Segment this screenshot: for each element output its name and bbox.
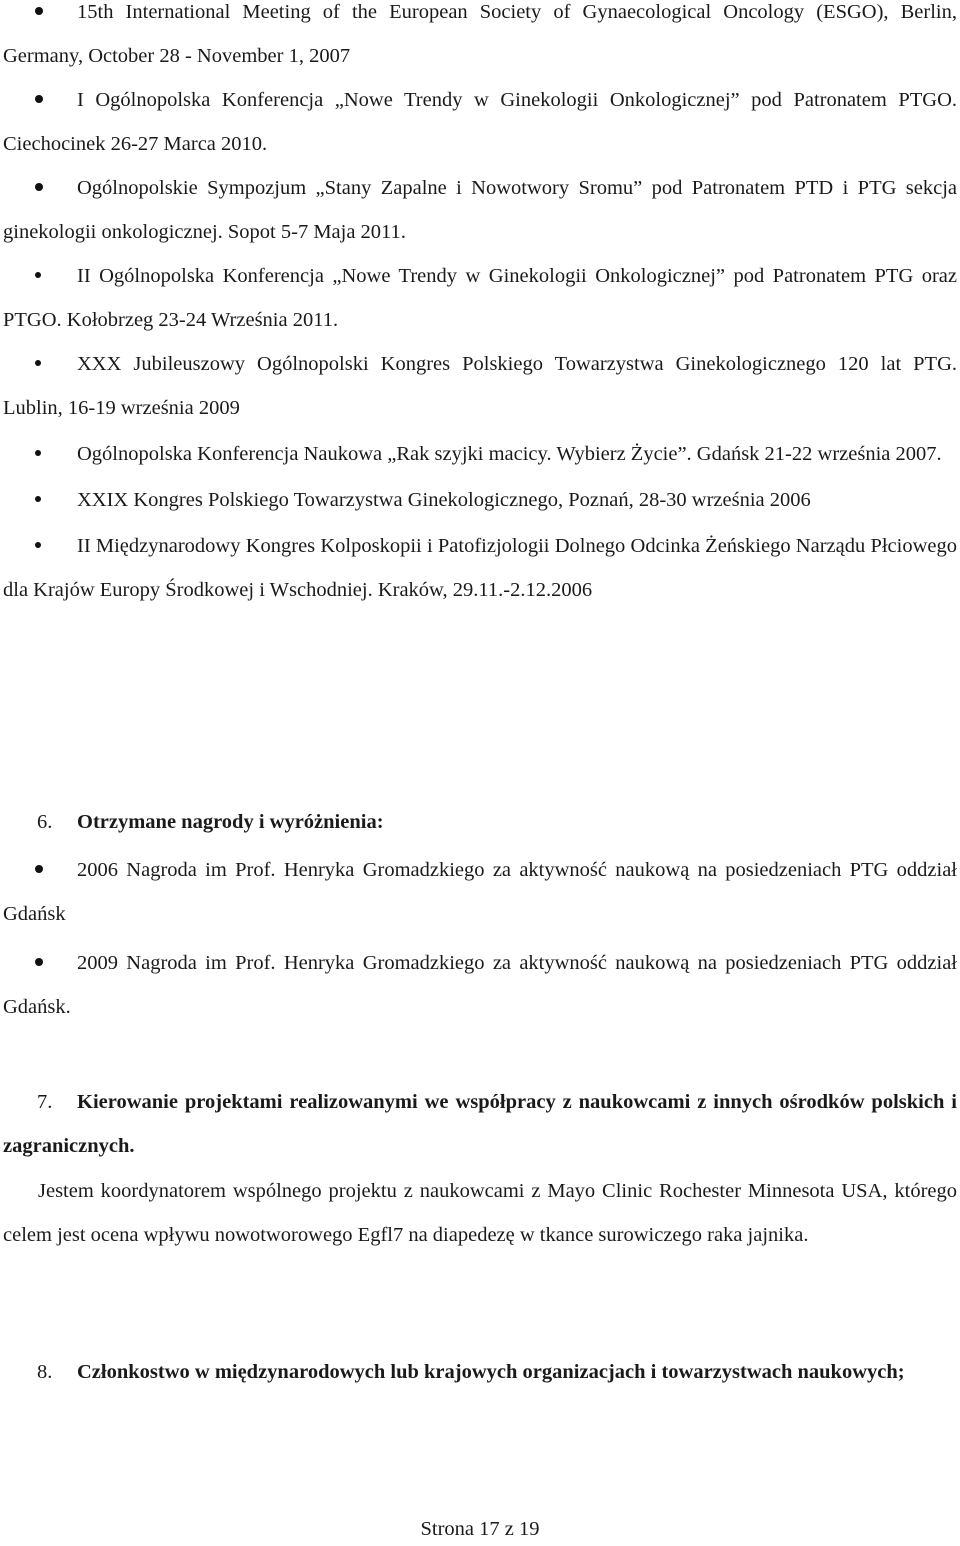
bullet-icon — [35, 272, 41, 278]
bullet-icon — [35, 542, 41, 548]
section-heading — [3, 1350, 957, 1394]
list-item: XXIX Kongres Polskiego Towarzystwa Ginekologicznego, Poznań, 28-30 września 2006 — [3, 478, 957, 522]
list-item: 15th International Meeting of the European Society of Gynaecological Oncology (ESGO), Berlin, Germany, October 28 - November 1, 2007 — [3, 1, 957, 67]
section-heading — [3, 1080, 957, 1168]
section-awards — [3, 800, 957, 1029]
bullet-icon — [35, 95, 43, 103]
bullet-icon — [35, 496, 41, 502]
bullet-icon — [35, 450, 41, 456]
bullet-icon — [35, 183, 43, 191]
section-projects — [3, 1080, 957, 1257]
section-number: 8. — [37, 1361, 53, 1383]
section-title: Członkostwo w międzynarodowych lub krajowych organizacjach i towarzystwach naukowych; — [77, 1361, 905, 1383]
list-item: 2009 Nagroda im Prof. Henryka Gromadzkiego za aktywność naukową na posiedzeniach PTG oddział Gdańsk. — [3, 952, 957, 1018]
bullet-icon — [35, 7, 43, 15]
list-item: Ogólnopolskie Sympozjum „Stany Zapalne i Nowotwory Sromu” pod Patronatem PTD i PTG sekcja ginekologii onkologicznej. Sopot 5-7 Maja 2011. — [3, 177, 957, 243]
section-heading — [3, 800, 957, 844]
bullet-icon — [35, 958, 43, 966]
bullet-icon — [35, 865, 43, 873]
section-title: Otrzymane nagrody i wyróżnienia: — [77, 811, 384, 833]
section-body: Jestem koordynatorem wspólnego projektu z naukowcami z Mayo Clinic Rochester Minnesota USA, którego celem jest ocena wpływu nowotworowego Egfl7 na diapedezę w tkance surowiczego raka jajnika. — [3, 1180, 957, 1246]
section-memberships — [3, 1350, 957, 1394]
conference-list — [3, 0, 957, 612]
list-item: II Ogólnopolska Konferencja „Nowe Trendy w Ginekologii Onkologicznej” pod Patronatem PTG oraz PTGO. Kołobrzeg 23-24 Września 2011. — [3, 265, 957, 331]
list-item: Ogólnopolska Konferencja Naukowa „Rak szyjki macicy. Wybierz Życie”. Gdańsk 21-22 września 2007. — [3, 432, 957, 476]
section-title: Kierowanie projektami realizowanymi we współpracy z naukowcami z innych ośrodków polskich i zagranicznych. — [3, 1091, 957, 1157]
page-number: Strona 17 z 19 — [420, 1518, 540, 1540]
section-number: 7. — [37, 1091, 53, 1113]
list-item: I Ogólnopolska Konferencja „Nowe Trendy w Ginekologii Onkologicznej” pod Patronatem PTGO. Ciechocinek 26-27 Marca 2010. — [3, 89, 957, 155]
list-item: XXX Jubileuszowy Ogólnopolski Kongres Polskiego Towarzystwa Ginekologicznego 120 lat PTG. Lublin, 16-19 września 2009 — [3, 353, 957, 419]
bullet-icon — [35, 360, 41, 366]
list-item: II Międzynarodowy Kongres Kolposkopii i Patofizjologii Dolnego Odcinka Żeńskiego Narządu Płciowego dla Krajów Europy Środkowej i Wschodniej. Kraków, 29.11.-2.12.2006 — [3, 535, 957, 601]
list-item: 2006 Nagroda im Prof. Henryka Gromadzkiego za aktywność naukową na posiedzeniach PTG oddział Gdańsk — [3, 859, 957, 925]
section-number: 6. — [37, 811, 53, 833]
